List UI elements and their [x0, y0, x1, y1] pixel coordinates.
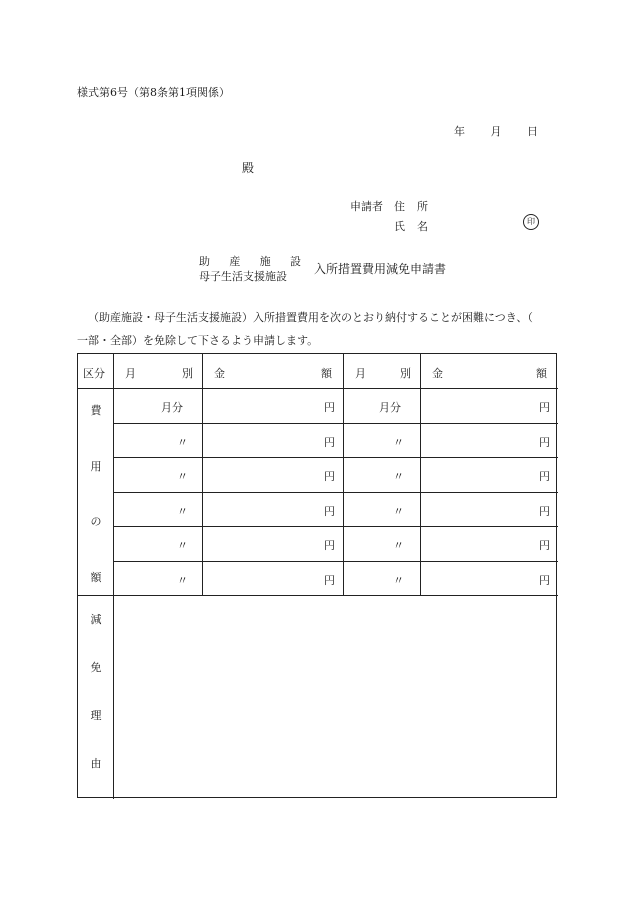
table-cell-month-2: 月分 [379, 401, 401, 414]
table-rule [202, 354, 203, 595]
address-label: 住所 [394, 200, 440, 213]
table-rule [343, 354, 344, 595]
header-amount-1: 額 [321, 367, 332, 380]
table-cell-month-2: 〃 [393, 539, 404, 552]
intro-text-line-2: 一部・全部）を免除して下さるよう申請します。 [77, 334, 319, 347]
table-cell-amount-2: 円 [539, 539, 550, 552]
facility-type-top [199, 253, 301, 269]
header-month-1: 別 [182, 367, 193, 380]
date-day: 日 [527, 125, 538, 138]
table-cell-amount-1: 円 [324, 504, 335, 518]
facility-char: 施 [259, 255, 271, 268]
fee-label-char: の [90, 515, 102, 529]
header-amount-2: 額 [536, 367, 547, 380]
table-cell-month-1: 〃 [177, 504, 188, 518]
addressee-honorific: 殿 [242, 161, 255, 175]
table-cell-amount-1: 円 [324, 573, 335, 587]
name-label: 氏名 [394, 220, 440, 233]
table-cell-amount-1: 円 [324, 470, 335, 483]
date-line [454, 123, 538, 139]
fee-reduction-table [77, 353, 557, 798]
table-rule [113, 492, 558, 493]
table-cell-amount-2: 円 [539, 401, 550, 414]
table-cell-month-1: 〃 [177, 539, 188, 552]
table-rule [113, 423, 558, 424]
table-rule [113, 526, 558, 527]
reason-label-char: 理 [90, 709, 102, 722]
fee-label-char: 費 [90, 404, 102, 417]
table-cell-amount-1: 円 [324, 401, 335, 414]
table-cell-amount-1: 円 [324, 539, 335, 552]
table-cell-amount-1: 円 [324, 435, 335, 449]
table-cell-month-2: 〃 [393, 470, 404, 483]
header-amount-1: 金 [214, 367, 225, 380]
table-cell-amount-2: 円 [539, 504, 550, 518]
table-cell-month-1: 〃 [177, 573, 188, 587]
fee-label-char: 額 [90, 571, 102, 584]
form-number: 様式第6号（第8条第1項関係） [77, 86, 230, 99]
reason-label-char: 減 [90, 613, 102, 626]
facility-char: 設 [289, 255, 301, 268]
date-year: 年 [454, 125, 465, 138]
header-month-1: 月 [125, 367, 136, 380]
table-cell-month-2: 〃 [393, 504, 404, 518]
date-month: 月 [490, 125, 502, 138]
reason-label-char: 由 [90, 757, 102, 770]
seal-mark-icon: 印 [523, 214, 539, 230]
table-cell-month-1: 月分 [161, 401, 183, 414]
table-rule [78, 388, 558, 389]
intro-text-line-1: （助産施設・母子生活支援施設）入所措置費用を次のとおり納付することが困難につき、（ [88, 311, 533, 324]
table-cell-month-2: 〃 [393, 435, 404, 449]
header-month-2: 月 [355, 367, 366, 380]
fee-label-char: 用 [90, 459, 102, 473]
applicant-label: 申請者 [350, 200, 383, 213]
table-cell-amount-2: 円 [539, 435, 550, 449]
table-rule [113, 457, 558, 458]
table-cell-amount-2: 円 [539, 573, 550, 587]
table-cell-month-1: 〃 [177, 435, 188, 449]
table-cell-amount-2: 円 [539, 470, 550, 483]
document-title: 入所措置費用減免申請書 [314, 262, 447, 276]
table-rule [420, 354, 421, 595]
header-amount-2: 金 [432, 367, 443, 380]
table-cell-month-1: 〃 [177, 470, 188, 483]
reason-label-char: 免 [90, 661, 102, 674]
table-cell-month-2: 〃 [393, 573, 404, 587]
facility-char: 助 [199, 255, 210, 268]
facility-char: 産 [229, 255, 241, 268]
table-rule [113, 561, 558, 562]
facility-type-bottom: 母子生活支援施設 [199, 270, 287, 283]
reason-text-area[interactable] [114, 596, 556, 797]
header-category: 区分 [83, 367, 105, 380]
header-month-2: 別 [400, 367, 411, 380]
